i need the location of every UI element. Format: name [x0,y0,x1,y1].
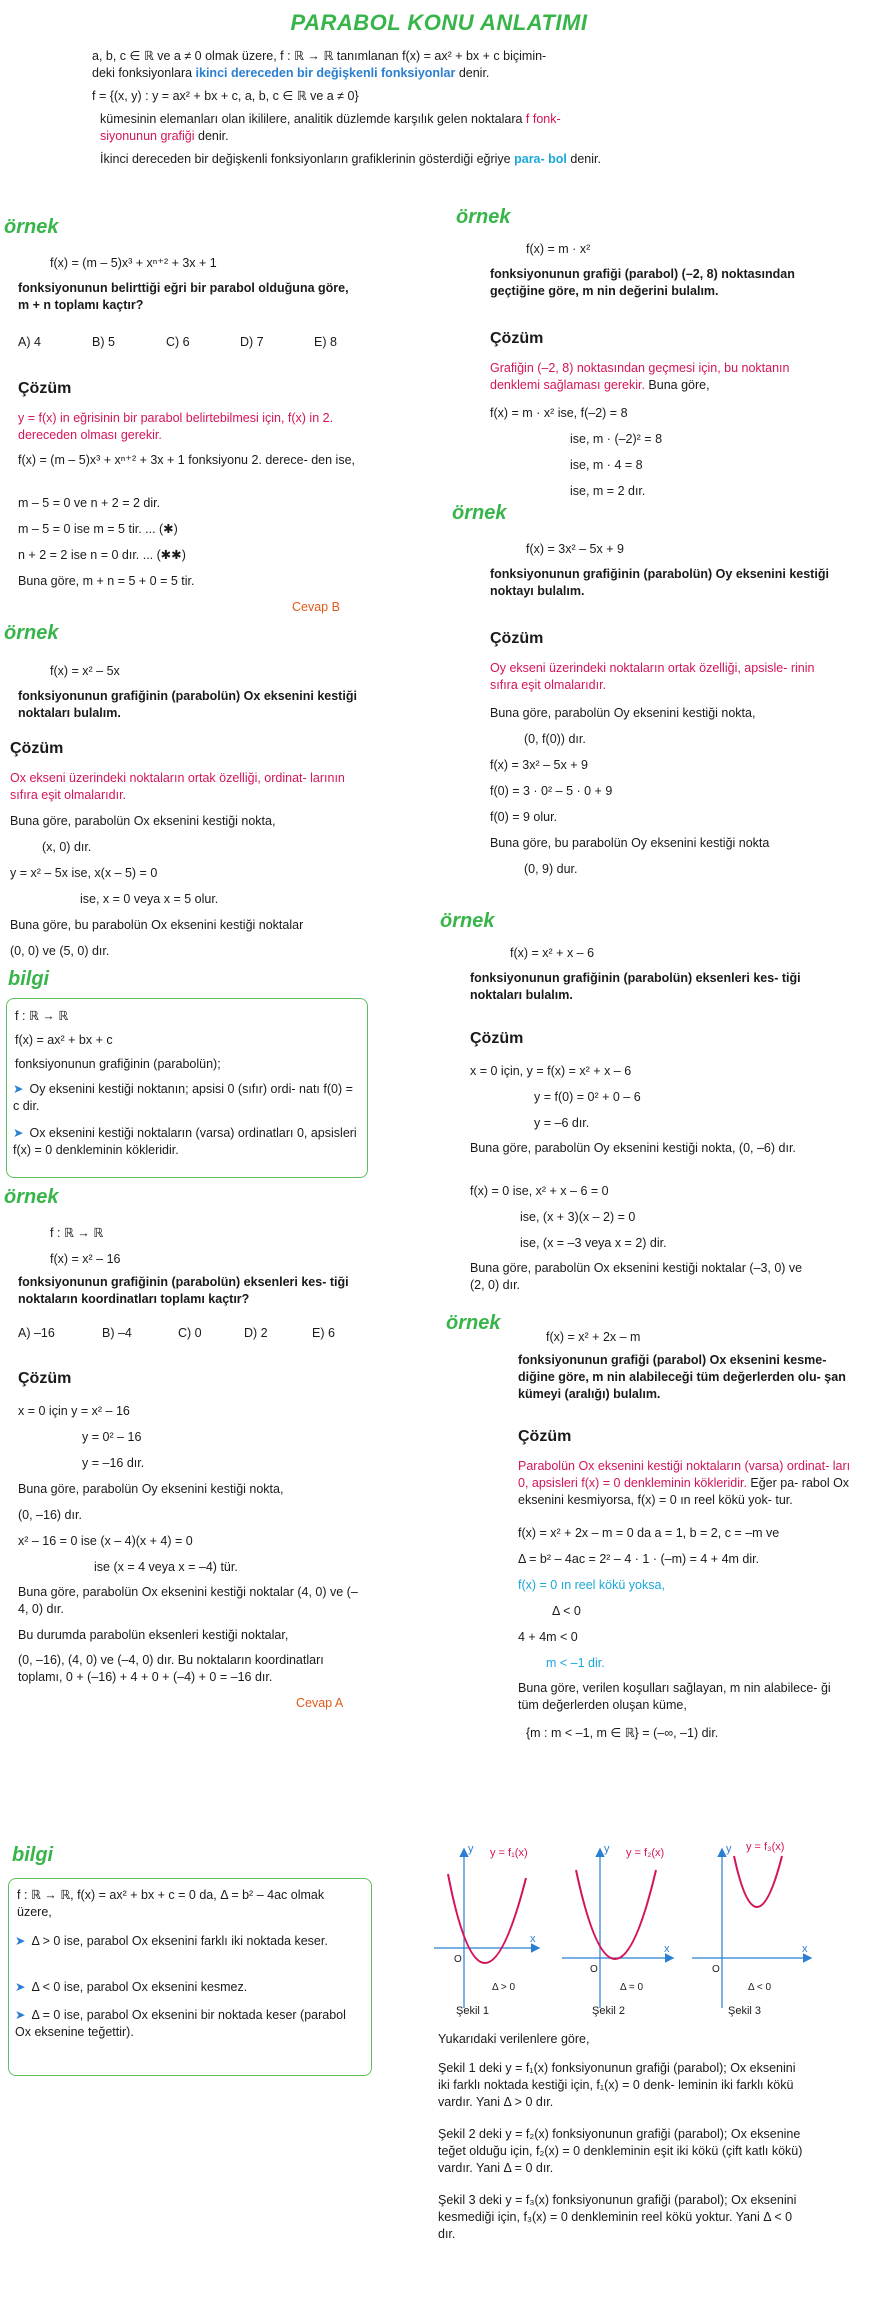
solution-step: x = 0 için y = x² – 16 [18,1404,130,1418]
parabola-curve [734,1856,782,1907]
intro-text: deki fonksiyonlara [92,66,196,80]
example-function: f(x) = m · x² [526,242,591,256]
x-axis-label: x [664,1943,670,1955]
solution-step: x² – 16 = 0 ise (x – 4)(x + 4) = 0 [18,1534,193,1548]
info-bullet [15,1933,360,1950]
example-function: f(x) = (m – 5)x³ + xⁿ⁺² + 3x + 1 [50,256,217,270]
info-bullet [13,1125,358,1159]
answer-options [18,335,358,349]
arrow-icon: ➤ [13,1082,24,1096]
solution-step: ise, (x = –3 veya x = 2) dir. [520,1236,667,1250]
solution-step: Buna göre, m + n = 5 + 0 = 5 tir. [18,574,195,588]
figure-1 [434,1843,538,2017]
solution-step: ise, m = 2 dır. [570,484,646,498]
option-d[interactable]: D) 2 [244,1326,268,1340]
solution-step: Buna göre, bu parabolün Ox eksenini kestiği noktalar [10,918,304,932]
parabola-figures [430,1838,870,2018]
solution-step: m < –1 dir. [546,1656,605,1670]
solution-step: m – 5 = 0 ise m = 5 tir. ... (✱) [18,522,178,536]
intro-highlight: ikinci dereceden bir değişkenli fonksiyonlar [195,66,456,80]
summary-paragraph: Şekil 2 deki y = f₂(x) fonksiyonunun grafiği (parabol); Ox eksenine teğet olduğu için, f₂(x) = 0 denkleminin eşit iki kökü (çift katlı kökü) vardır. Yani Δ = 0 dır. [438,2127,803,2175]
option-a[interactable]: A) –16 [18,1326,55,1340]
solution-step: Bu durumda parabolün eksenleri kestiği noktalar, [18,1628,289,1642]
x-axis-label: x [530,1933,536,1945]
arrow-icon: ➤ [15,1980,26,1994]
y-axis-label: y [726,1843,732,1855]
intro-text: denir. [566,152,601,166]
solution-hint: Grafiğin (–2, 8) noktasından geçmesi için, bu noktanın denklemi sağlaması gerekir. [490,361,790,392]
info-bullet-text: Oy eksenini kestiği noktanın; apsisi 0 (sıfır) ordi- natı f(0) = c dir. [13,1082,353,1113]
arrow-icon: ➤ [15,2008,26,2022]
info-bullet [13,1081,358,1115]
solution-step: (x, 0) dır. [42,840,92,854]
example-label: örnek [4,1186,59,1208]
example-function: f(x) = x² + 2x – m [546,1330,641,1344]
example-question: fonksiyonunun belirttiği eğri bir parabol olduğuna göre, m + n toplamı kaçtır? [18,281,349,312]
option-a[interactable]: A) 4 [18,335,41,349]
intro-text: kümesinin elemanları olan ikililere, analitik düzlemde karşılık gelen noktalara [100,112,526,126]
answer-key: Cevap B [292,600,340,614]
info-label: bilgi [8,968,50,990]
page-title: PARABOL KONU ANLATIMI [290,10,588,35]
solution-step: f(0) = 9 olur. [490,810,558,824]
arrow-icon: ➤ [13,1126,24,1140]
solution-step: (0, –16), (4, 0) ve (–4, 0) dır. Bu noktaların koordinatları toplamı, 0 + (–16) + 4 + 0 + (–4) + 0 = –16 dır. [18,1653,324,1684]
info-line: fonksiyonunun grafiğinin (parabolün); [15,1057,221,1071]
example-function: f(x) = x² – 16 [50,1252,121,1266]
function-label: y = f₂(x) [626,1847,665,1859]
solution-step: (0, 0) ve (5, 0) dır. [10,944,110,958]
intro-text: İkinci dereceden bir değişkenli fonksiyonların grafiklerinin gösterdiği eğriye [100,152,515,166]
solution-step: Δ = b² – 4ac = 2² – 4 · 1 · (–m) = 4 + 4m dir. [518,1552,760,1566]
solution-step: f(x) = 3x² – 5x + 9 [490,758,588,772]
example-function: f(x) = 3x² – 5x + 9 [526,542,624,556]
solution-hint-tail: Eğer pa- rabol Ox eksenini kesmiyorsa, f(x) = 0 ın reel kökü yok- tur. [518,1476,850,1507]
function-label: y = f₁(x) [490,1847,528,1859]
solution-step: ise, (x + 3)(x – 2) = 0 [520,1210,636,1224]
figure-caption: Şekil 1 [456,2005,490,2017]
figure-caption: Şekil 3 [728,2005,762,2017]
info-box [8,1878,372,2076]
solution-step: ise, m · 4 = 8 [570,458,643,472]
solution-hint-block [490,360,840,394]
solution-step: y = –16 dır. [82,1456,145,1470]
arrow-icon: ➤ [15,1934,26,1948]
solution-step: 4 + 4m < 0 [518,1630,578,1644]
y-axis-label: y [604,1843,610,1855]
solution-step: Buna göre, parabolün Oy eksenini kestiği nokta, [490,706,756,720]
solution-step: x = 0 için, y = f(x) = x² + x – 6 [470,1064,632,1078]
option-b[interactable]: B) –4 [102,1326,132,1340]
info-bullet-text: Ox eksenini kestiği noktaların (varsa) ordinatları 0, apsisleri f(x) = 0 denkleminin kökleridir. [13,1126,357,1157]
info-line: f : ℝ → ℝ, f(x) = ax² + bx + c = 0 da, Δ = b² – 4ac olmak üzere, [17,1888,325,1919]
example-label: örnek [4,622,59,644]
solution-hint: Ox ekseni üzerindeki noktaların ortak özelliği, ordinat- larının sıfıra eşit olmalarıdır. [10,771,345,802]
figure-2 [562,1843,672,2017]
example-label: örnek [4,216,59,238]
solution-heading: Çözüm [18,380,72,397]
example-label: örnek [452,502,507,524]
solution-step: (0, f(0)) dır. [524,732,586,746]
example-question: fonksiyonunun grafiği (parabol) (–2, 8) noktasından geçtiğine göre, m nin değerini bulalım. [490,267,795,298]
intro-paragraph-3 [92,151,612,168]
origin-label: O [590,1964,598,1975]
option-e[interactable]: E) 6 [312,1326,335,1340]
summary-intro: Yukarıdaki verilenlere göre, [438,2032,590,2046]
info-bullet [15,1979,360,1996]
info-label: bilgi [12,1844,54,1866]
delta-label: Δ = 0 [620,1982,644,1993]
example-question: fonksiyonunun grafiği (parabol) Ox eksenini kesme- diğine göre, m nin alabileceği tüm değerlerden olu- şan kümeyi (aralığı) bulalım. [518,1353,846,1401]
solution-step: f(x) = x² + 2x – m = 0 da a = 1, b = 2, c = –m ve [518,1526,780,1540]
x-axis-label: x [802,1943,808,1955]
delta-label: Δ < 0 [748,1982,772,1993]
solution-hint-block [518,1458,854,1509]
info-bullet-text: Δ < 0 ise, parabol Ox eksenini kesmez. [31,1980,248,1994]
solution-step: m – 5 = 0 ve n + 2 = 2 dir. [18,496,161,510]
set-definition: f = {(x, y) : y = ax² + bx + c, a, b, c ∈ ℝ ve a ≠ 0} [92,89,359,103]
intro-highlight: f fonk- siyonunun grafiği [100,112,561,143]
example-label: örnek [440,910,495,932]
delta-label: Δ > 0 [492,1982,516,1993]
example-question: fonksiyonunun grafiğinin (parabolün) Ox eksenini kestiği noktaları bulalım. [18,689,357,720]
solution-heading: Çözüm [518,1428,572,1445]
intro-paragraph-2 [92,111,612,145]
solution-heading: Çözüm [490,330,544,347]
info-bullet [15,2007,360,2041]
info-line: f(x) = ax² + bx + c [15,1033,113,1047]
example-function: f(x) = x² + x – 6 [510,946,595,960]
solution-step: {m : m < –1, m ∈ ℝ} = (–∞, –1) dir. [526,1726,719,1740]
solution-step: n + 2 = 2 ise n = 0 dır. ... (✱✱) [18,548,186,562]
parabola-curve [448,1874,526,1963]
solution-step: y = x² – 5x ise, x(x – 5) = 0 [10,866,158,880]
answer-key: Cevap A [296,1696,344,1710]
figure-caption: Şekil 2 [592,2005,626,2017]
summary-paragraph: Şekil 1 deki y = f₁(x) fonksiyonunun grafiği (parabol); Ox eksenini iki farklı noktada kestiği için, f₁(x) = 0 denk- leminin iki farklı kökü vardır. Yani Δ > 0 dır. [438,2061,796,2109]
solution-step: y = 0² – 16 [82,1430,142,1444]
example-label: örnek [456,206,511,228]
solution-heading: Çözüm [10,740,64,757]
solution-heading: Çözüm [490,630,544,647]
solution-hint: Oy ekseni üzerindeki noktaların ortak özelliği, apsisle- rinin sıfıra eşit olmalarıdır. [490,661,815,692]
intro-text: a, b, c ∈ ℝ ve a ≠ 0 olmak üzere, f : ℝ → ℝ tanımlanan f(x) = ax² + bx + c biçimin- [92,49,547,63]
example-function: f : ℝ → ℝ [50,1226,104,1240]
solution-step: ise, m · (–2)² = 8 [570,432,663,446]
figure-3 [692,1841,810,2017]
solution-step: (0, –16) dır. [18,1508,82,1522]
solution-step: Buna göre, parabolün Ox eksenini kestiği noktalar (4, 0) ve (–4, 0) dır. [18,1585,358,1616]
solution-step: f(0) = 3 · 0² – 5 · 0 + 9 [490,784,613,798]
y-axis-label: y [468,1843,474,1855]
solution-step: Buna göre, bu parabolün Oy eksenini kestiği nokta [490,836,770,850]
solution-step: Buna göre, parabolün Oy eksenini kestiği nokta, (0, –6) dır. [470,1141,796,1155]
example-question: fonksiyonunun grafiğinin (parabolün) eksenleri kes- tiği noktaların koordinatları toplamı kaçtır? [18,1275,349,1306]
solution-step: y = –6 dır. [534,1116,590,1130]
intro-paragraph-1 [92,48,612,82]
solution-hint-tail: Buna göre, [644,378,710,392]
solution-step: Buna göre, parabolün Ox eksenini kestiği noktalar (–3, 0) ve (2, 0) dır. [470,1261,803,1292]
solution-heading: Çözüm [18,1370,72,1387]
example-label: örnek [446,1312,501,1334]
origin-label: O [454,1954,462,1965]
solution-hint: y = f(x) in eğrisinin bir parabol belirtebilmesi için, f(x) in 2. dereceden olması gerekir. [18,411,334,442]
info-line: f : ℝ → ℝ [15,1009,69,1023]
info-bullet-text: Δ > 0 ise, parabol Ox eksenini farklı iki noktada keser. [31,1934,328,1948]
solution-step: y = f(0) = 0² + 0 – 6 [534,1090,641,1104]
solution-step: Buna göre, parabolün Ox eksenini kestiği nokta, [10,814,276,828]
example-function: f(x) = x² – 5x [50,664,120,678]
answer-options [18,1326,358,1340]
intro-highlight: para- bol [514,152,567,166]
function-label: y = f₃(x) [746,1841,785,1853]
option-c[interactable]: C) 0 [178,1326,202,1340]
summary-paragraph: Şekil 3 deki y = f₃(x) fonksiyonunun grafiği (parabol); Ox eksenini kesmediği için, f₃(x) = 0 denkleminin reel kökü yoktur. Yani Δ < 0 dır. [438,2193,797,2241]
option-b[interactable]: B) 5 [92,335,115,349]
option-d[interactable]: D) 7 [240,335,264,349]
solution-step: f(x) = 0 ın reel kökü yoksa, [518,1578,665,1592]
solution-step: f(x) = m · x² ise, f(–2) = 8 [490,406,628,420]
option-c[interactable]: C) 6 [166,335,190,349]
example-question: fonksiyonunun grafiğinin (parabolün) Oy eksenini kestiği noktayı bulalım. [490,567,829,598]
option-e[interactable]: E) 8 [314,335,337,349]
info-box [6,998,368,1178]
intro-text: denir. [194,129,229,143]
solution-step: ise, x = 0 veya x = 5 olur. [80,892,219,906]
solution-step: Δ < 0 [552,1604,581,1618]
solution-step: Buna göre, parabolün Oy eksenini kestiği nokta, [18,1482,284,1496]
intro-section [92,48,612,174]
origin-label: O [712,1964,720,1975]
solution-heading: Çözüm [470,1030,524,1047]
info-bullet-text: Δ = 0 ise, parabol Ox eksenini bir noktada keser (parabol Ox eksenine teğettir). [15,2008,346,2039]
intro-text: denir. [455,66,490,80]
solution-step: ise (x = 4 veya x = –4) tür. [94,1560,238,1574]
solution-step: (0, 9) dur. [524,862,578,876]
solution-step: f(x) = 0 ise, x² + x – 6 = 0 [470,1184,609,1198]
solution-hint: Parabolün Ox eksenini kestiği noktaların (varsa) ordinat- ları 0, apsisleri f(x) = 0 denkleminin kökleridir. [518,1459,851,1490]
solution-step: Buna göre, verilen koşulları sağlayan, m nin alabilece- ği tüm değerlerden oluşan küme, [518,1681,831,1712]
example-question: fonksiyonunun grafiğinin (parabolün) eksenleri kes- tiği noktaları bulalım. [470,971,801,1002]
solution-step: f(x) = (m – 5)x³ + xⁿ⁺² + 3x + 1 fonksiyonu 2. derece- den ise, [18,453,355,467]
parabola-curve [576,1870,656,1959]
